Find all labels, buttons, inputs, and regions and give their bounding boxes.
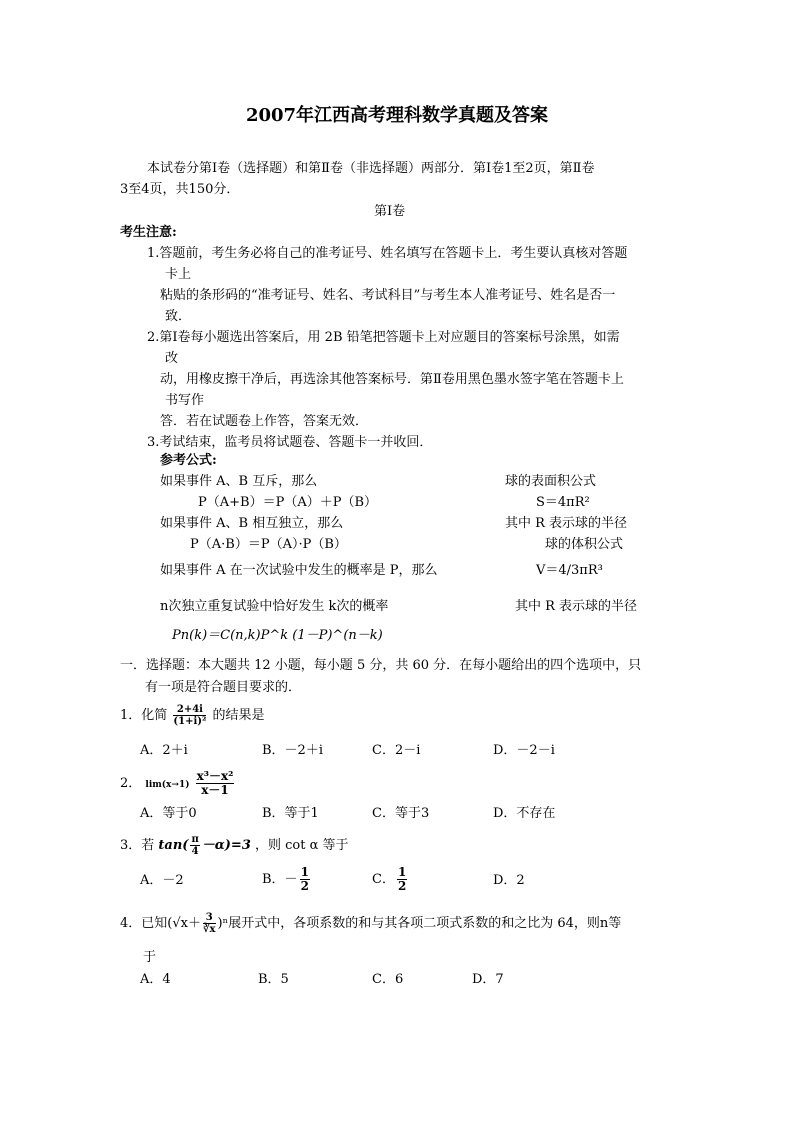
formula-text: 球的体积公式 xyxy=(545,537,624,552)
formula-text: n次独立重复试验中恰好发生 k次的概率 xyxy=(160,599,389,614)
question-4 xyxy=(120,912,621,935)
notice-line: 书写作 xyxy=(165,393,205,408)
option: D．－2－i xyxy=(493,743,555,758)
numerator: 3 xyxy=(203,912,216,924)
formula: P（A·B）＝P（A）·P（B） xyxy=(190,537,347,552)
option xyxy=(372,866,409,893)
formula-text: 其中 R 表示球的半径 xyxy=(505,516,628,531)
fraction xyxy=(190,834,199,857)
denominator: 4 xyxy=(191,846,199,857)
option: A．等于0 xyxy=(140,806,197,821)
question-1 xyxy=(120,704,265,727)
option: B．－2＋i xyxy=(262,743,323,758)
notice-line: 卡上 xyxy=(165,267,192,282)
notice-line: 致． xyxy=(165,309,192,324)
option: A．－2 xyxy=(140,873,184,888)
denominator: (1+i)² xyxy=(173,716,207,727)
notice-line: 答．若在试题卷上作答，答案无效． xyxy=(160,414,369,429)
question-3 xyxy=(120,834,349,857)
formula: S＝4πR² xyxy=(536,495,590,510)
binomial-formula: Pn(k)＝C(n,k)P^k (1－P)^(n－k) xyxy=(172,628,383,643)
notice-line: 改 xyxy=(165,351,179,366)
question-2 xyxy=(120,770,236,797)
formula: P（A+B）＝P（A）＋P（B） xyxy=(198,495,378,510)
question-stem: 的结果是 xyxy=(212,708,265,723)
notice-line: 3.考试结束，监考员将试题卷、答题卡一并收回． xyxy=(147,435,433,450)
formula-text: 如果事件 A 在一次试验中发生的概率是 P，那么 xyxy=(160,563,438,578)
formula-heading: 参考公式: xyxy=(160,453,217,468)
option: C．等于3 xyxy=(372,806,430,821)
fraction xyxy=(203,912,216,935)
fraction xyxy=(397,866,407,893)
document-title: 2007年江西高考理科数学真题及答案 xyxy=(245,105,549,126)
question-stem: 2． xyxy=(120,776,142,791)
option: A．2＋i xyxy=(140,743,188,758)
numerator: 1 xyxy=(397,865,407,879)
math: －α)=3 xyxy=(201,838,251,853)
numerator: x³－x² xyxy=(196,769,234,783)
notice-line: 2.第Ⅰ卷每小题选出答案后，用 2B 铅笔把答题卡上对应题目的答案标号涂黑，如需 xyxy=(147,330,620,345)
question-stem: 1．化简 xyxy=(120,708,168,723)
fraction xyxy=(196,770,235,797)
option: C．2－i xyxy=(372,743,421,758)
option: B．5 xyxy=(258,972,289,987)
intro-line: 3至4页，共150分． xyxy=(120,182,240,197)
formula: V＝4/3πR³ xyxy=(536,563,603,578)
formula-text: 如果事件 A、B 互斥，那么 xyxy=(160,474,318,489)
formula-text: 球的表面积公式 xyxy=(505,474,597,489)
part-heading: 第Ⅰ卷 xyxy=(374,204,406,219)
formula-text: 其中 R 表示球的半径 xyxy=(515,599,638,614)
numerator: π xyxy=(191,834,199,845)
option: A．4 xyxy=(140,972,171,987)
option-label: C． xyxy=(372,872,395,887)
denominator: ∛x xyxy=(202,924,216,935)
notice-heading: 考生注意: xyxy=(120,225,177,240)
numerator: 1 xyxy=(300,865,309,879)
option-label: B．－ xyxy=(262,872,298,887)
fraction xyxy=(173,704,206,727)
fraction xyxy=(300,866,310,893)
notice-line: 动，用橡皮擦干净后，再选涂其他答案标号．第Ⅱ卷用黑色墨水签字笔在答题卡上 xyxy=(160,372,624,387)
math: tan( xyxy=(158,838,189,853)
section-heading: 一．选择题：本大题共 12 小题，每小题 5 分，共 60 分．在每小题给出的四个选项中，只 xyxy=(120,658,642,673)
intro-line: 本试卷分第Ⅰ卷（选择题）和第Ⅱ卷（非选择题）两部分．第Ⅰ卷1至2页，第Ⅱ卷 xyxy=(147,161,595,176)
denominator: x－1 xyxy=(201,783,229,797)
option: D．2 xyxy=(493,873,525,888)
option: D．不存在 xyxy=(493,806,556,821)
option: D．7 xyxy=(472,972,504,987)
notice-line: 1.答题前，考生务必将自己的准考证号、姓名填写在答题卡上．考生要认真核对答题 xyxy=(147,246,628,261)
option xyxy=(262,866,312,893)
numerator: 2+4i xyxy=(173,704,206,716)
option: C．6 xyxy=(372,972,404,987)
denominator: 2 xyxy=(397,879,407,893)
limit-symbol: lim(x→1) xyxy=(145,780,190,790)
section-heading: 有一项是符合题目要求的． xyxy=(145,680,302,695)
question-stem: 于 xyxy=(143,950,157,965)
question-stem: )ⁿ展开式中，各项系数的和与其各项二项式系数的和之比为 64，则n等 xyxy=(217,916,622,931)
denominator: 2 xyxy=(300,879,309,893)
option: B．等于1 xyxy=(262,806,319,821)
question-stem: ，则 cot α 等于 xyxy=(255,838,349,853)
question-stem: 4．已知(√x＋ xyxy=(120,916,201,931)
question-stem: 3．若 xyxy=(120,838,155,853)
formula-text: 如果事件 A、B 相互独立，那么 xyxy=(160,516,344,531)
notice-line: 粘贴的条形码的“准考证号、姓名、考试科目”与考生本人准考证号、姓名是否一 xyxy=(160,288,616,303)
